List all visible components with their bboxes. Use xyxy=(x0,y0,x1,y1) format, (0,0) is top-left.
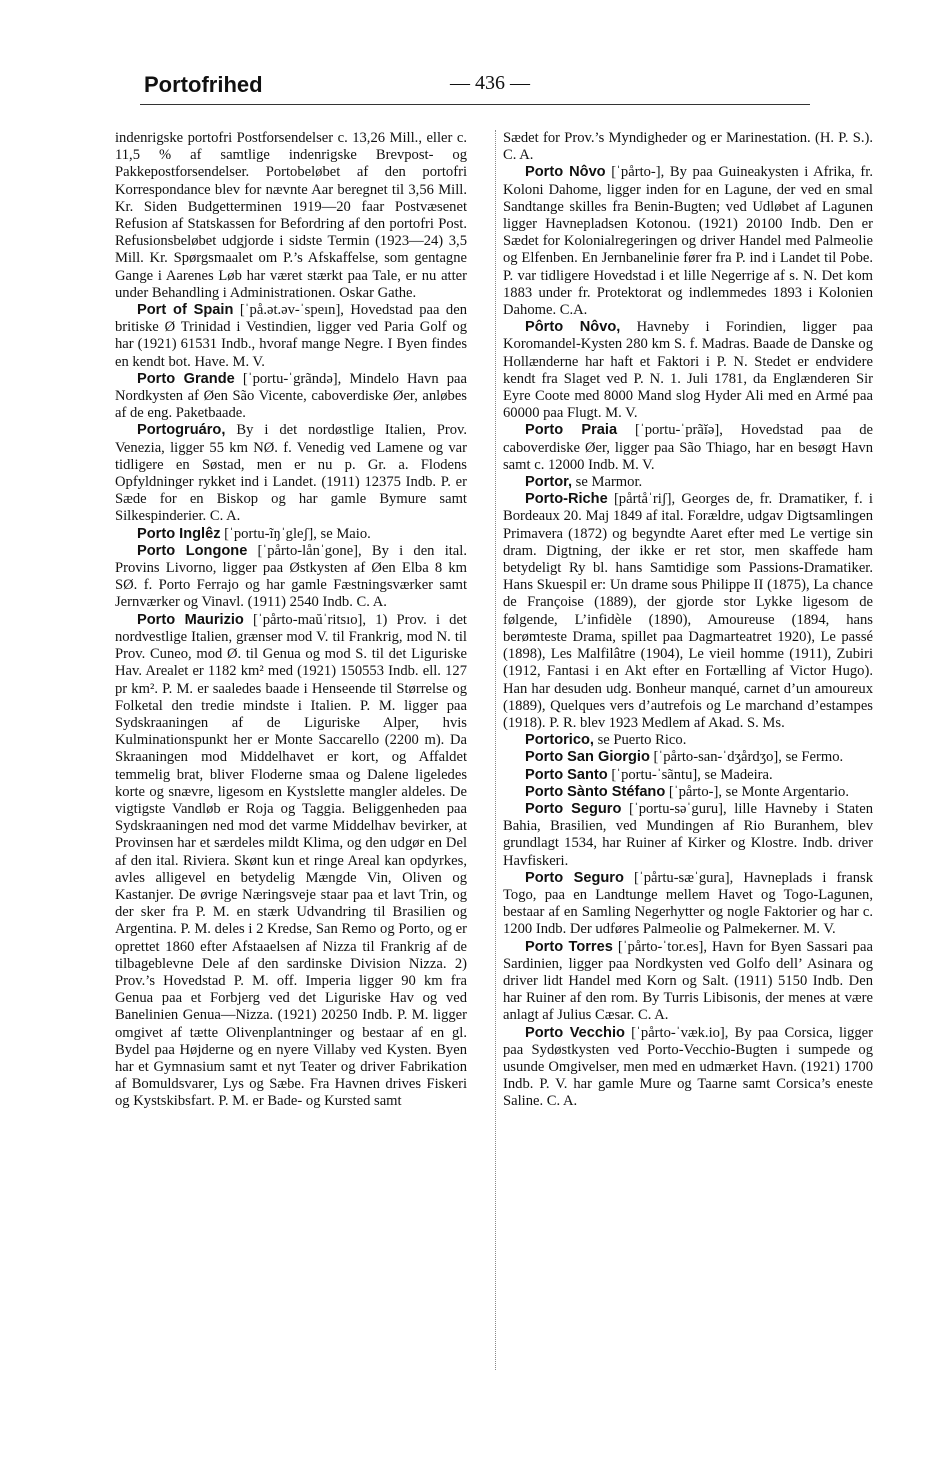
entry-text: [ˈpårto-lånˈgone], By i den ital. Provins Livorno, ligger paa Østkysten af Øen Elba 8 km SØ. f. Porto Ferrajo og har gamle Fæstningsværker samt Jernværker og Vinavl. (1911) 2540 Indb. C. A. xyxy=(115,542,467,611)
entry-headword: Porto Vecchio xyxy=(525,1024,625,1041)
entry-text: [ˈpårto-ˈvæk.io], By paa Corsica, ligger paa Sydøstkysten ved Porto-Vecchio-Bugten i sumpede og usunde Omgivelser, men med en udmærket Havn. (1921) 1700 Indb. P. V. har gamle Mure og Taarne samt Corsica’s eneste Saline. C. A. xyxy=(503,1024,873,1110)
entry-headword: Porto Sànto Stéfano xyxy=(525,783,666,800)
left-column xyxy=(115,130,467,1111)
entry-headword: Porto Inglêz xyxy=(137,525,221,542)
entry-text: By i det nordøstlige Italien, Prov. Venezia, ligger 55 km NØ. f. Venedig ved Lamene og var tidligere en Søstad, men er nu p. Gr. a. Flodens Opfyldninger rykket ind i Landet. (1911) 12375 Indb. P. er Sæde for en Biskop og har gamle Bymure samt Silkespinderier. C. A. xyxy=(115,422,467,525)
dictionary-entry xyxy=(115,612,467,1111)
header-rule xyxy=(140,104,810,105)
entry-text: indenrigske portofri Postforsendelser c. 13,26 Mill., eller c. 11,5 % af samtlige indenrigske Brevpost- og Pakkepostforsendelser. Portobeløbet af den portofri Korrespondance blev for nævnte Aar beregnet til 3,56 Mill. Kr. Siden Budgetterminen 1919—20 faar Postvæsenet Refusion af Statskassen for Befordring af den portofri Post. Refusionsbeløbet udgjorde i sidste Termin (1923—24) 3,5 Mill. Kr. Spørgsmaalet om P.’s Afskaffelse, som gentagne Gange i Aarenes Løb har været stærkt paa Tale, er nu atter under Behandling i Administrationen. Oskar Gathe. xyxy=(115,130,467,301)
dictionary-entry xyxy=(503,1025,873,1111)
entry-text: [ˈpårto-], se Monte Argentario. xyxy=(665,783,849,800)
dictionary-entry xyxy=(115,543,467,612)
entry-headword: Porto Grande xyxy=(137,370,235,387)
dictionary-entry xyxy=(503,870,873,939)
dictionary-entry xyxy=(503,732,873,749)
dictionary-entry xyxy=(115,371,467,423)
entry-headword: Portor, xyxy=(525,474,573,491)
entry-headword: Porto Longone xyxy=(137,542,248,559)
page-header xyxy=(140,72,810,106)
entry-headword: Port of Spain xyxy=(137,302,234,319)
dictionary-entry xyxy=(115,526,467,543)
entry-headword: Porto Seguro xyxy=(525,800,622,817)
column-divider xyxy=(495,130,496,1370)
continued-entry xyxy=(115,130,467,302)
dictionary-entry xyxy=(503,164,873,319)
running-title: Portofrihed xyxy=(144,72,263,97)
entry-headword: Porto Praia xyxy=(525,422,618,439)
entry-text: [pårtåˈriʃ], Georges de, fr. Dramatiker, f. i Bordeaux 20. Maj 1849 af ital. Forældre, udgav Digtsamlingen Primavera (1872) og begyndte Aaret efter med Le vertige sin dram. Digtning, der ikke er ret stor, men skaffede ham betydeligt Ry bl. hans Samtidige som Passions-Dramatiker. Hans Skuespil er: Un drame sous Philippe II (1875), La chance de Françoise (1889), der gjorde stor Lykke ligesom de følgende, L’infidèle (1890), Amoureuse (1894, hans berømteste Drama, spillet paa Dagmarteatret 1920), Le passé (1898), Les Malfilâtre (1904), Le vieil homme (1911), Zubiri (1912, Fantasi i en Akt efter en Fortælling af Victor Hugo). Han har desuden udg. Bonheur manqué, carnet d’un amoureux (1889), Quelques vers d’autrefois og Le marchand d’estampes (1918). P. R. blev 1923 Medlem af Akad. S. Ms. xyxy=(503,491,873,731)
dictionary-entry xyxy=(115,302,467,371)
entry-text: [ˈportu-ˈsãntu], se Madeira. xyxy=(607,766,773,783)
entry-text: Sædet for Prov.’s Myndigheder og er Marinestation. (H. P. S.). C. A. xyxy=(503,130,873,164)
dictionary-entry xyxy=(503,422,873,474)
entry-text: [ˈpårto-ˈtor.es], Havn for Byen Sassari paa Sardinien, ligger paa Nordkysten ved Golfo dell’ Asinara og driver lidt Handel med Korn og Salt. (1911) 5150 Indb. Den har Ruiner af den rom. By Turris Libisonis, der menes at være anlagt af Julius Cæsar. C. A. xyxy=(503,938,873,1024)
entry-text: [ˈpårtu-sæˈgura], Havneplads i fransk Togo, paa en Landtunge mellem Havet og Togo-Lagunen, bestaar af en Samling Negerhytter og nogle Faktorier og har c. 1200 Indb. Der udføres Palmeolie og Palmekerner. M. V. xyxy=(503,869,873,938)
entry-text: [ˈpårto-maŭˈritsıo], 1) Prov. i det nordvestlige Italien, grænser mod V. til Frankrig, mod N. til Prov. Cuneo, mod Ø. til Genua og mod S. til det Liguriske Hav. Arealet er 1182 km² med (1921) 150553 Indb. ell. 127 pr km². P. M. er saaledes baade i Henseende til Størrelse og Folketal den tredie mindste i Italien. P. M. ligger paa Sydskraaningen af de Liguriske Alper, hvis Kulminationspunkt her er Monte Saccarello (2200 m). Da Skraaningen mod Middelhavet er kort, og Affaldet temmelig brat, bliver Floderne smaa og Dalene ligeledes korte og snævre, ligesom en Kystslette mangler aldeles. De vigtigste Vandløb er Roja og Taggia. Beliggenheden paa Sydskraaningen ned mod det varme Middelhav bevirker, at Provinsen har et særdeles mildt Klima, og den udgør en Del af den ital. Riviera. Skønt kun et ringe Areal kan opdyrkes, avles alligevel en betydelig Mængde Vin, Oliven og Kastanjer. De øvrige Næringsveje staar paa et lavt Trin, og der sker fra P. M. en stærk Udvandring til Brasilien og Argentina. P. M. deles i 2 Kredse, San Remo og Porto, og er oprettet 1860 efter Afstaaelsen af Nizza til Frankrig af de tilbageblevne Dele af den sardinske Division Nizza. 2) Prov.’s Hovedstad P. M. off. Imperia ligger 90 km fra Genua paa et Forbjerg ved det Liguriske Hav og ved Banelinien Genua—Nizza. (1921) 20250 Indb. P. M. ligger omgivet af tætte Olivenplantninger og bestaar af en gl. Bydel paa Højderne og en nyere Villaby ved Kysten. Byen har et Gymnasium samt et nyt Teater og driver Fabrikation af Bomuldsvarer, Lys og Sæbe. Fra Havnen drives Fiskeri og Kystskibsfart. P. M. er Bade- og Kursted samt xyxy=(115,611,467,1110)
entry-headword: Porto Maurizio xyxy=(137,611,244,628)
dictionary-entry xyxy=(503,491,873,732)
entry-headword: Porto Torres xyxy=(525,938,613,955)
dictionary-entry xyxy=(115,422,467,525)
entry-headword: Portogruáro, xyxy=(137,422,226,439)
right-column xyxy=(503,130,873,1111)
entry-text: Havneby i Forindien, ligger paa Koromandel-Kysten 280 km S. f. Madras. Baade de Danske og Hollænderne har haft et Faktori i P. N. Stedet er endvidere kendt fra Slaget ved P. N. 1. Juli 1781, da Englænderen Sir Eyre Coote med 8000 Mand slog Hyder Ali med en Armé paa 60000 paa Flugt. M. V. xyxy=(503,319,874,422)
entry-headword: Porto Santo xyxy=(525,766,608,783)
entry-headword: Porto Nôvo xyxy=(525,164,606,181)
entry-text: [ˈpå.ət.əv-ˈspeın], Hovedstad paa den britiske Ø Trinidad i Vestindien, ligger ved Paria Golf og har (1921) 61531 Indb., hvoraf mange Negre. I Byen findes en kendt bot. Have. M. V. xyxy=(115,302,467,370)
entry-text: [ˈportu-səˈguru], lille Havneby i Staten Bahia, Brasilien, ved Mundingen af Rio Buranhem, blev grundlagt 1534, har Ruiner af Kirker og Klostre. Indb. driver Havfiskeri. xyxy=(503,800,873,869)
dictionary-entry xyxy=(503,319,873,422)
dictionary-entry xyxy=(503,474,873,491)
dictionary-entry xyxy=(503,801,873,870)
page-number: — 436 — xyxy=(450,72,530,94)
entry-text: [ˈportu-ĩŋˈgleʃ], se Maio. xyxy=(220,525,371,542)
dictionary-entry xyxy=(503,939,873,1025)
entry-text: se Puerto Rico. xyxy=(593,732,687,749)
entry-text: [ˈpårto-], By paa Guineakysten i Afrika, fr. Koloni Dahome, ligger inden for en Lagune, der ved en smal Sandtange skilles fra Benin-Bugten; ved Udløbet af Lagunen ligger Havnepladsen Kotonou. (1921) 20100 Indb. Den er Sædet for Kolonialregeringen og driver Handel med Palmeolie og Elfenben. En Jernbanelinie fører fra P. ind i Landet til Pobe. P. var tidligere Hovedstad i et lille Negerrige af s. N. Det kom 1883 under fr. Protektorat og indlemmedes 1893 i Kolonien Dahome. C.A. xyxy=(503,164,873,319)
dictionary-entry xyxy=(503,749,873,766)
continued-entry xyxy=(503,130,873,164)
dictionary-entry xyxy=(503,784,873,801)
dictionary-entry xyxy=(503,767,873,784)
entry-text: [ˈportu-ˈgrãndə], Mindelo Havn paa Nordkysten af Øen São Vicente, caboverdiske Øer, anløbes af de eng. Paketbaade. xyxy=(115,370,468,422)
entry-headword: Pôrto Nôvo, xyxy=(525,319,621,336)
entry-text: [ˈpårto-san-ˈdʒårdʒo], se Fermo. xyxy=(649,749,844,766)
entry-headword: Portorico, xyxy=(525,732,594,749)
entry-headword: Porto-Riche xyxy=(525,491,608,508)
entry-headword: Porto Seguro xyxy=(525,869,624,886)
entry-text: se Marmor. xyxy=(572,474,643,491)
entry-text: [ˈportu-ˈprãĭə], Hovedstad paa de caboverdiske Øer, ligger paa São Thiago, har en besøgt Havn samt c. 12000 Indb. M. V. xyxy=(503,422,873,473)
entry-headword: Porto San Giorgio xyxy=(525,749,650,766)
